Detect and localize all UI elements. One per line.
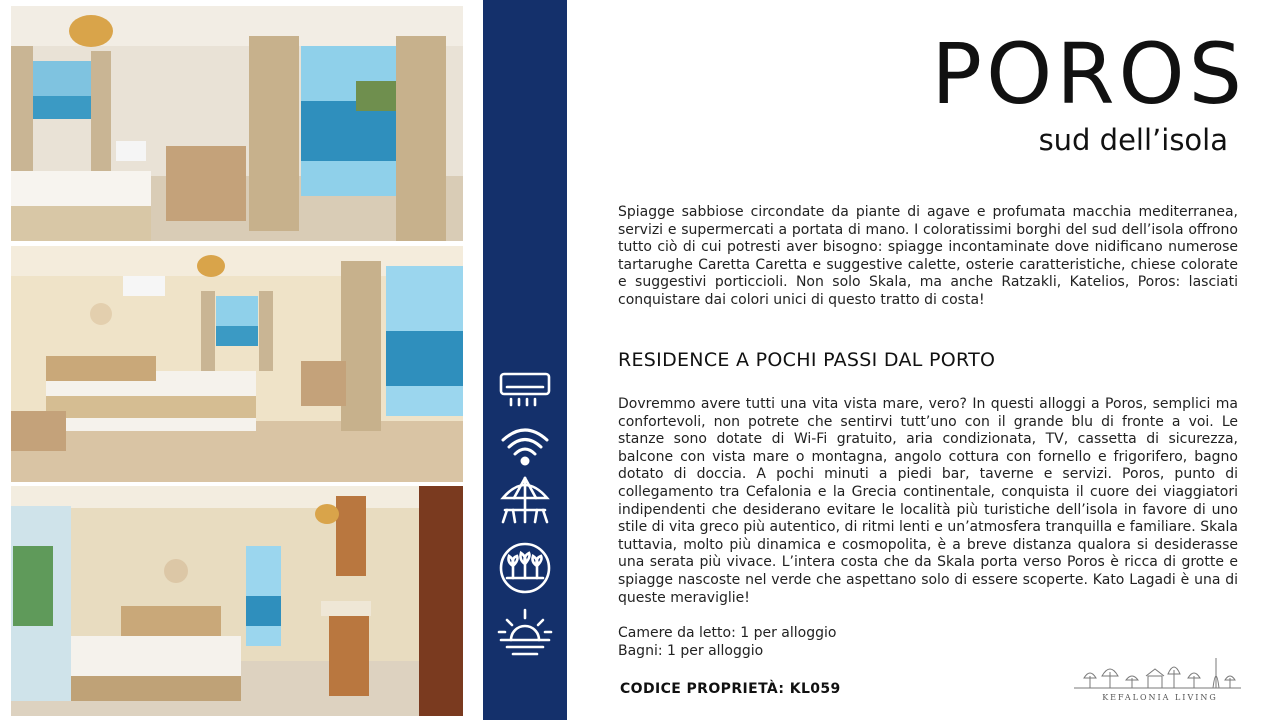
property-facts bbox=[618, 624, 836, 660]
beach-umbrella-icon bbox=[497, 472, 553, 528]
page-title: POROS bbox=[931, 25, 1246, 123]
page-subtitle: sud dell’isola bbox=[1038, 123, 1228, 157]
air-conditioner-icon bbox=[497, 362, 553, 418]
room-photo-3 bbox=[11, 486, 463, 716]
amenities-band bbox=[483, 0, 567, 720]
room-photo-1 bbox=[11, 6, 463, 241]
room-photo-2 bbox=[11, 246, 463, 482]
sunset-icon bbox=[497, 606, 553, 662]
kefalonia-living-logo bbox=[1070, 654, 1245, 694]
bathrooms-fact: Bagni: 1 per alloggio bbox=[618, 643, 764, 659]
logo-text: KEFALONIA LIVING bbox=[1102, 693, 1218, 702]
intro-paragraph: Spiagge sabbiose circondate da piante di agave e profumata macchia mediterranea, servizi e supermercati a portata di mano. I coloratissimi borghi del sud dell’isola offrono tutto ciò di cui potresti aver bisogno: spiagge incontaminate dove nidificano numerose tartarughe Caretta Caretta e suggestive calette, osterie caratteristiche, chiese colorate e suggestivi porticcioli. Non solo Skala, ma anche Ratzakli, Katelios, Poros: lasciati conquistare dai colori unici di questo tratto di costa! bbox=[618, 204, 1238, 308]
section-heading: RESIDENCE A POCHI PASSI DAL PORTO bbox=[618, 349, 996, 371]
description-paragraph: Dovremmo avere tutti una vita vista mare, vero? In questi alloggi a Poros, semplici ma confortevoli, non potrete che sentirvi tutt’uno con il grande blu di fronte a voi. Le stanze sono dotate di Wi-Fi gratuito, aria condizionata, TV, cassetta di sicurezza, balcone con vista mare o montagna, angolo cottura con fornello e frigorifero, bagno dotato di doccia. A pochi minuti a piedi bar, taverne e servizi. Poros, punto di collegamento tra Cefalonia e la Grecia continentale, conquista il cuore dei viaggiatori indipendenti che desiderano evitare le località più turistiche dell’isola in favore di uno stile di vita greco più autentico, di ritmi lenti e un’atmosfera tranquilla e familiare. Skala tuttavia, molto più dinamica e cosmopolita, è a breve distanza qualora si desiderasse una serata più vivace. L’intera costa che da Skala porta verso Poros è ricca di grotte e spiagge nascoste nel verde che aspettano solo di essere scoperte. Kato Lagadi è una di queste meraviglie! bbox=[618, 396, 1238, 606]
nature-icon bbox=[497, 540, 553, 596]
wifi-icon bbox=[497, 418, 553, 474]
bedrooms-fact: Camere da letto: 1 per alloggio bbox=[618, 625, 837, 641]
property-code: CODICE PROPRIETÀ: KL059 bbox=[620, 681, 841, 697]
